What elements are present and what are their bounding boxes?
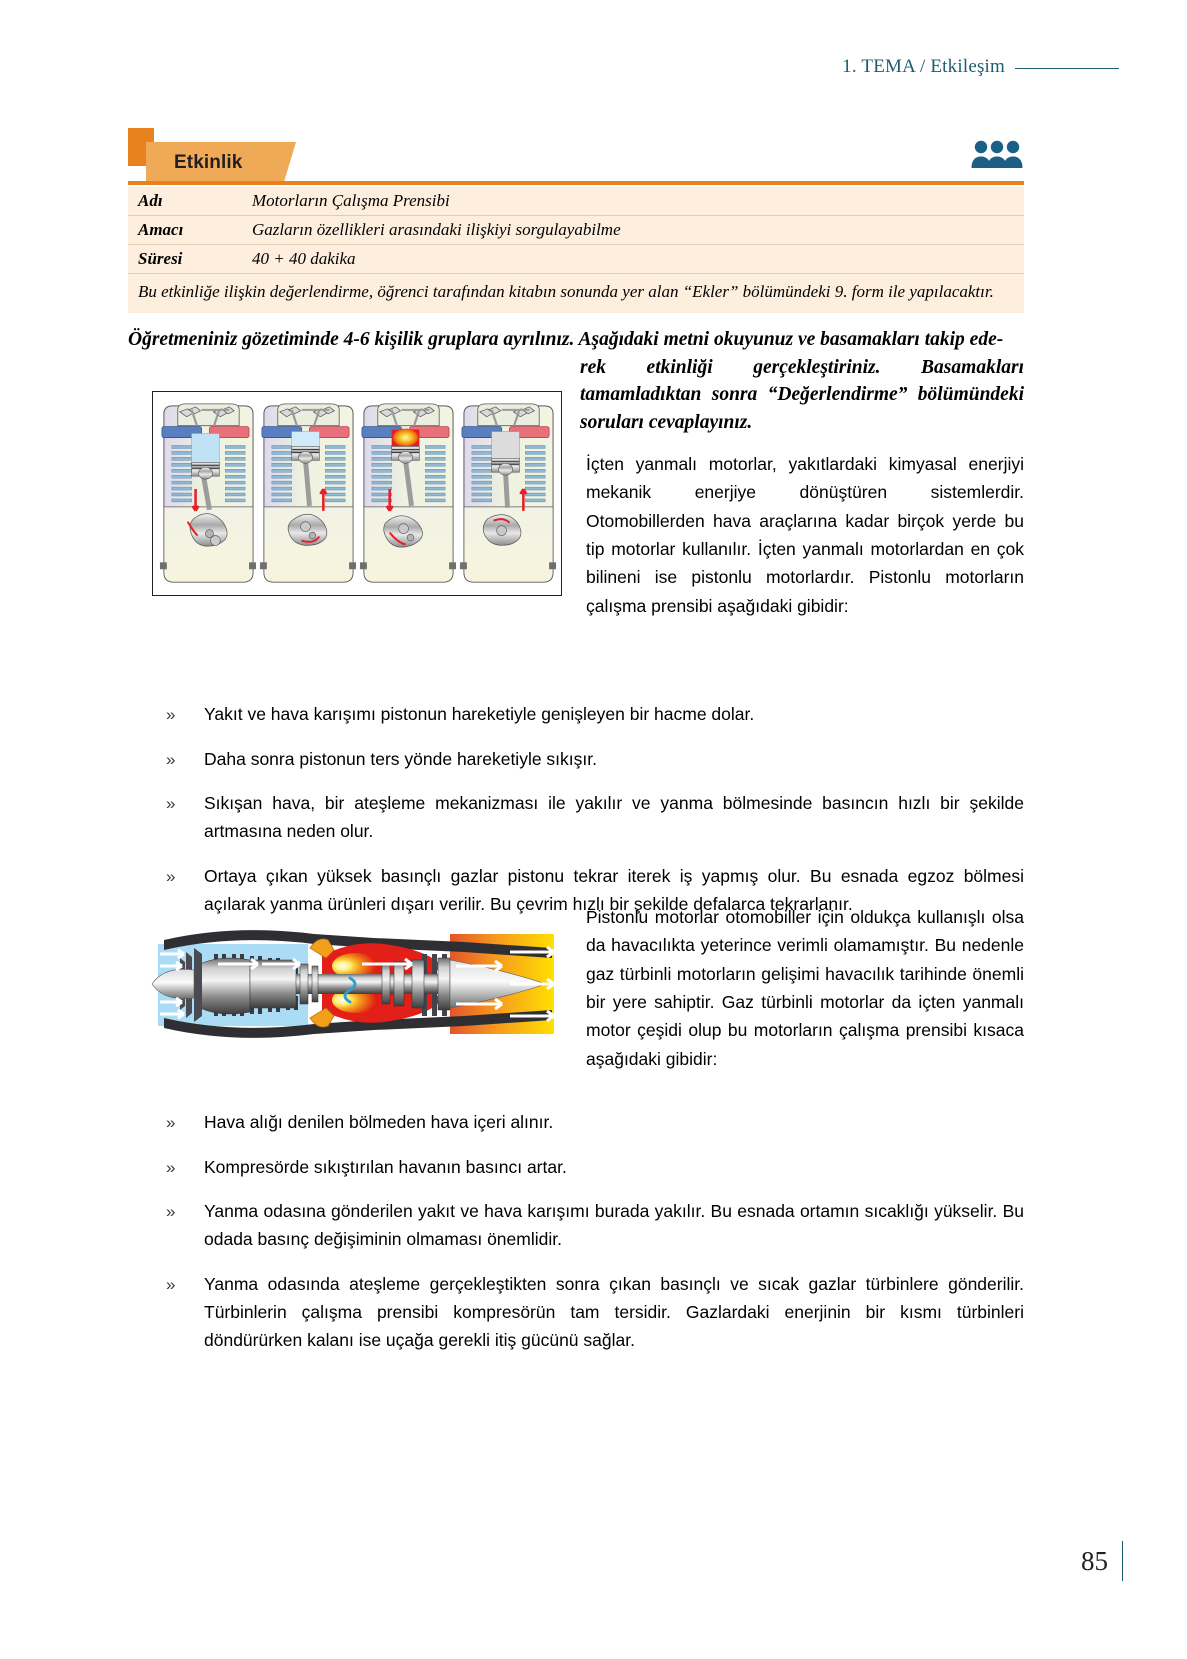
running-head-text: 1. TEMA / Etkileşim (842, 56, 1005, 77)
list-item-text: Yanma odasına gönderilen yakıt ve hava karışımı burada yakılır. Bu esnada ortamın sıcaklığı yükselir. Bu odada basınç değişiminin olmaması önemlidir. (204, 1201, 1024, 1250)
activity-duration-label: Süresi (138, 249, 183, 268)
piston-stroke-exhaust (462, 404, 553, 582)
list-item (166, 1153, 1024, 1182)
bullet-marker-icon: » (166, 749, 176, 769)
activity-purpose-label: Amacı (138, 220, 184, 239)
table-row (128, 216, 1024, 245)
activity-info-table (128, 187, 1024, 313)
piston-stroke-compression (262, 404, 353, 582)
list-item (166, 1197, 1024, 1254)
list-item-text: Ortaya çıkan yüksek basınçlı gazlar pistonu tekrar iterek iş yapmış olur. Bu esnada egzoz bölmesi açılarak yanma ürünleri dışarı verilir. Bu çevrim hızlı bir şekilde defalarca tekrarlanır. (204, 865, 1024, 915)
list-item (166, 700, 1024, 729)
bullet-marker-icon: » (166, 866, 176, 886)
list-item-text: Kompresörde sıkıştırılan havanın basıncı artar. (204, 1156, 567, 1177)
intro-first-line: Öğretmeniniz gözetiminde 4-6 kişilik gruplara ayrılınız. Aşağıdaki metni okuyunuz ve basamakları takip ede- (128, 329, 1004, 350)
activity-name-label: Adı (138, 191, 163, 210)
list-item-text: Yanma odasında ateşleme gerçekleştikten sonra çıkan basınçlı ve sıcak gazlar türbinlere gönderilir. Türbinlerin çalışma prensibi kompresörün tam tersidir. Gazlardaki enerjinin bir kısmı türbinleri döndürürken kalanı ise uçağa gerekli itiş gücünü sağlar. (204, 1273, 1024, 1351)
internal-combustion-paragraph: İçten yanmalı motorlar, yakıtlardaki kimyasal enerjiyi mekanik enerjiye dönüştüren sistemlerdir. Otomobillerden hava araçlarına kadar birçok yerde bu tip motorlar kullanılır. İçten yanmalı motorlardan en çok bilineni ise pistonlu motorlardır. Pistonlu motorların çalışma prensibi aşağıdaki gibidir: (586, 454, 1024, 616)
activity-assessment-note: Bu etkinliğe ilişkin değerlendirme, öğrenci tarafından kitabın sonunda yer alan “Ekler” bölümündeki 9. form ile yapılacaktır. (138, 282, 994, 301)
list-item-text: Sıkışan hava, bir ateşleme mekanizması ile yakılır ve yanma bölmesinde basıncın hızlı bir şekilde artmasına neden olur. (204, 793, 1024, 842)
activity-purpose-value: Gazların özellikleri arasındaki ilişkiyi sorgulayabilme (252, 220, 621, 239)
list-item-text: Hava alığı denilen bölmeden hava içeri alınır. (204, 1112, 554, 1132)
group-of-people-icon (970, 138, 1024, 172)
activity-duration-value: 40 + 40 dakika (252, 249, 356, 268)
running-head (842, 56, 1119, 78)
page-footer-rule (1122, 1541, 1123, 1581)
bullet-marker-icon: » (166, 794, 176, 814)
page-number: 85 (1081, 1545, 1108, 1576)
list-item (166, 1108, 1024, 1137)
running-head-rule (1015, 68, 1119, 69)
piston-stroke-power (362, 404, 453, 582)
intro-remaining-lines: rek etkinliği gerçekleştiriniz. Basamakları tamamladıktan sonra “Değerlendirme” bölümündeki soruları cevaplayınız. (580, 356, 1024, 434)
bullet-marker-icon: » (166, 1157, 176, 1177)
table-row (128, 187, 1024, 216)
banner-underline-rule (128, 181, 1024, 185)
bullet-marker-icon: » (166, 1113, 176, 1132)
activity-banner (128, 128, 1024, 184)
piston-engine-diagram (153, 392, 561, 595)
jet-engine-figure (150, 908, 562, 1058)
piston-stroke-intake (162, 404, 253, 582)
piston-steps-list (166, 700, 1024, 918)
list-item-text: Yakıt ve hava karışımı pistonun hareketiyle genişleyen bir hacme dolar. (204, 704, 755, 724)
activity-banner-label: Etkinlik (174, 152, 243, 173)
gas-turbine-paragraph: Pistonlu motorlar otomobiller için oldukça kullanışlı olsa da havacılıkta yeterince verimli olamamıştır. Bu nedenle gaz türbinli motorların gelişimi havacılık tarihinde önemli bir yere sahiptir. Gaz türbinli motorlar da içten yanmalı motor çeşidi olup bu motorların çalışma prensibi kısaca aşağıdaki gibidir: (586, 907, 1024, 1069)
list-item-text: Daha sonra pistonun ters yönde hareketiyle sıkışır. (204, 748, 597, 769)
bullet-marker-icon: » (166, 1274, 176, 1294)
list-item (166, 1270, 1024, 1355)
turbine-steps-list (166, 1108, 1024, 1355)
table-row (128, 245, 1024, 274)
bullet-marker-icon: » (166, 1202, 176, 1222)
activity-name-value: Motorların Çalışma Prensibi (252, 191, 450, 210)
page-footer (1081, 1541, 1123, 1581)
list-item (166, 789, 1024, 846)
piston-engine-figure (152, 391, 562, 596)
list-item (166, 745, 1024, 774)
gas-turbine-diagram (150, 908, 562, 1058)
bullet-marker-icon: » (166, 705, 176, 724)
